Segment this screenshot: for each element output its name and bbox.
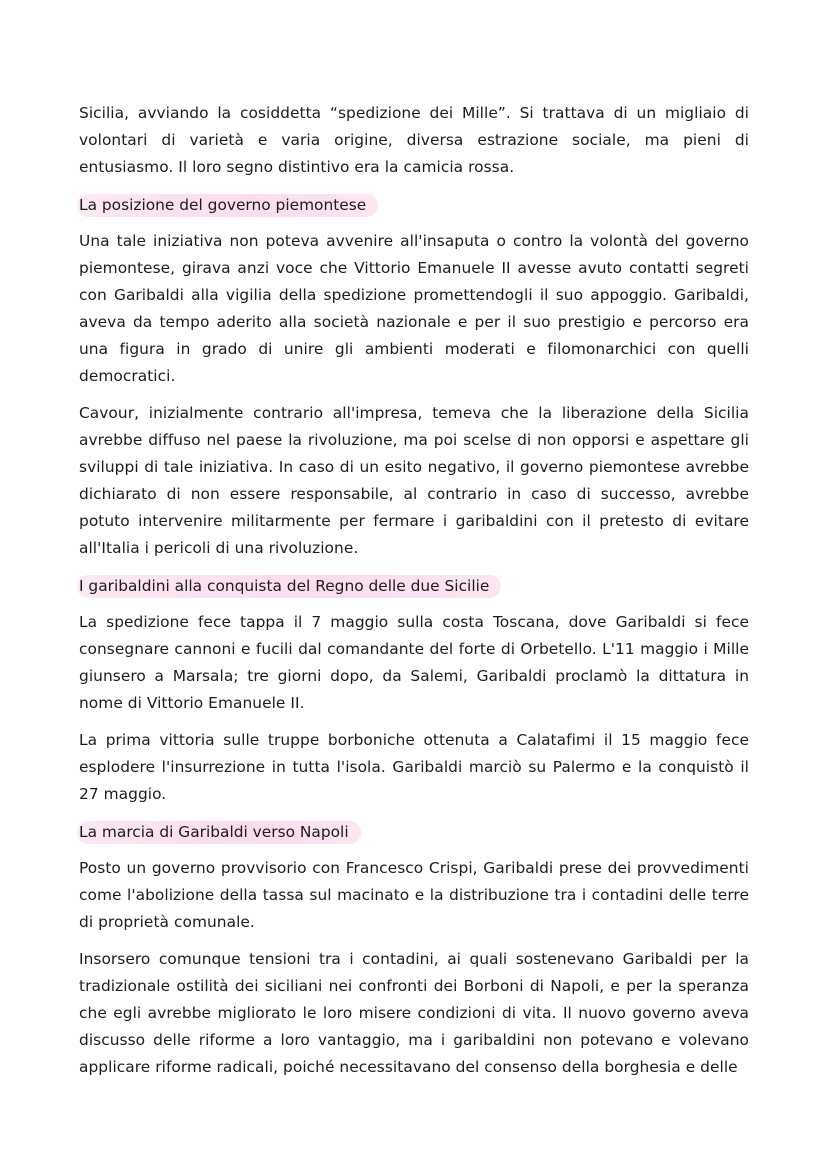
section-heading-wrap — [77, 818, 749, 845]
section-heading-wrap — [77, 572, 749, 599]
paragraph-iniziativa: Una tale iniziativa non poteva avvenire all'insaputa o contro la volontà del governo piemontese, girava anzi voce che Vittorio Emanuele II avesse avuto contatti segreti con Garibaldi alla vigilia della spedizione promettendogli il suo appoggio. Garibaldi, aveva da tempo aderito alla società nazionale e per il suo prestigio e percorso era una figura in grado di unire gli ambienti moderati e filomonarchici con quelli democratici. — [79, 232, 749, 385]
section-heading-marcia-napoli: La marcia di Garibaldi verso Napoli — [77, 821, 361, 844]
section-heading-wrap — [77, 191, 749, 218]
section-heading-governo-piemontese: La posizione del governo piemontese — [77, 194, 378, 217]
paragraph-spedizione: La spedizione fece tappa il 7 maggio sulla costa Toscana, dove Garibaldi si fece consegnare cannoni e fucili dal comandante del forte di Orbetello. L'11 maggio i Mille giunsero a Marsala; tre giorni dopo, da Salemi, Garibaldi proclamò la dittatura in nome di Vittorio Emanuele II. — [79, 613, 749, 712]
paragraph-governo-provvisorio: Posto un governo provvisorio con Francesco Crispi, Garibaldi prese dei provvedimenti come l'abolizione della tassa sul macinato e la distribuzione tra i contadini delle terre di proprietà comunale. — [79, 859, 749, 931]
paragraph-cavour: Cavour, inizialmente contrario all'impresa, temeva che la liberazione della Sicilia avrebbe diffuso nel paese la rivoluzione, ma poi scelse di non opporsi e aspettare gli sviluppi di tale iniziativa. In caso di un esito negativo, il governo piemontese avrebbe dichiarato di non essere responsabile, al contrario in caso di successo, avrebbe potuto intervenire militarmente per fermare i garibaldini con il pretesto di evitare all'Italia i pericoli di una rivoluzione. — [79, 404, 749, 557]
document-page — [79, 100, 749, 1091]
paragraph-calatafimi: La prima vittoria sulle truppe borboniche ottenuta a Calatafimi il 15 maggio fece esplodere l'insurrezione in tutta l'isola. Garibaldi marciò su Palermo e la conquistò il 27 maggio. — [79, 731, 749, 803]
section-heading-conquista-regno: I garibaldini alla conquista del Regno delle due Sicilie — [77, 575, 501, 598]
paragraph-intro: Sicilia, avviando la cosiddetta “spedizione dei Mille”. Si trattava di un migliaio di volontari di varietà e varia origine, diversa estrazione sociale, ma pieni di entusiasmo. Il loro segno distintivo era la camicia rossa. — [79, 104, 749, 176]
paragraph-tensioni: Insorsero comunque tensioni tra i contadini, ai quali sostenevano Garibaldi per la tradizionale ostilità dei siciliani nei confronti dei Borboni di Napoli, e per la speranza che egli avrebbe migliorato le loro misere condizioni di vita. Il nuovo governo aveva discusso delle riforme a loro vantaggio, ma i garibaldini non potevano e volevano applicare riforme radicali, poiché necessitavano del consenso della borghesia e delle — [79, 950, 749, 1076]
